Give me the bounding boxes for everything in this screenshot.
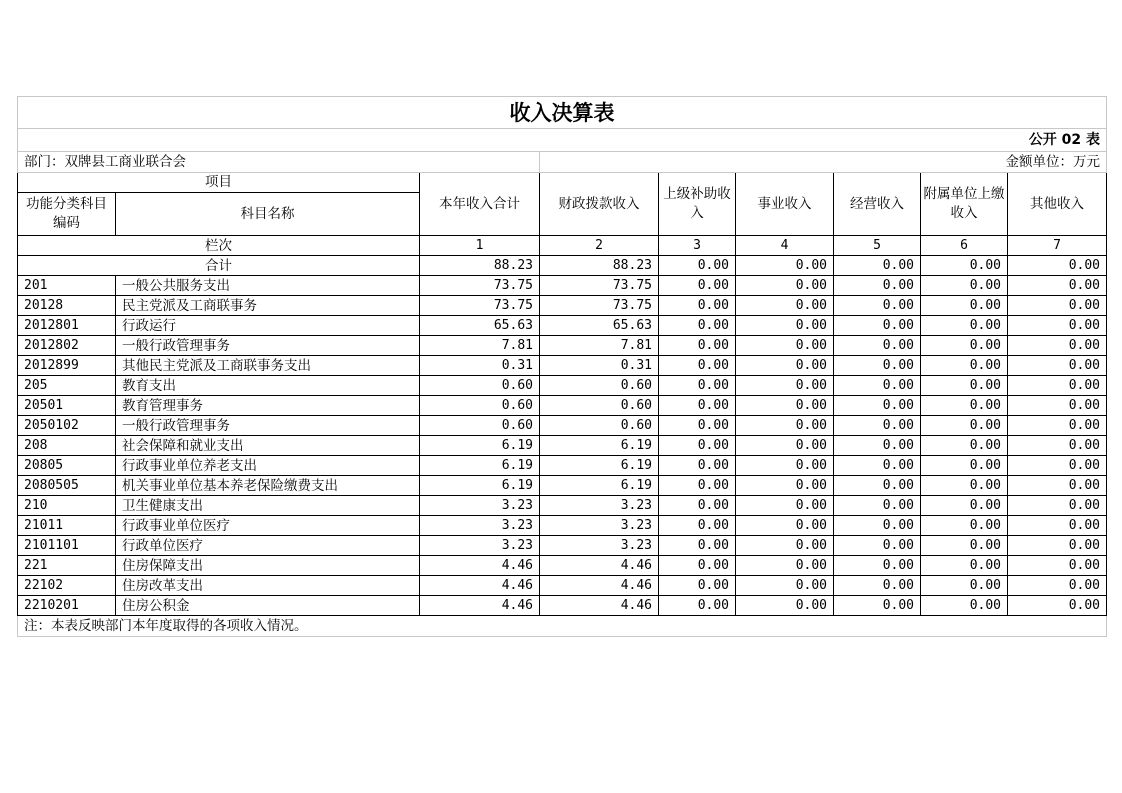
table-row (18, 456, 1107, 476)
amount-cell: 0.00 (736, 416, 834, 436)
column-number-row (18, 236, 1107, 256)
amount-cell: 0.00 (1008, 356, 1107, 376)
amount-cell: 4.46 (540, 576, 659, 596)
func-code-cell: 22102 (18, 576, 116, 596)
amount-cell: 4.46 (540, 596, 659, 616)
amount-cell: 0.00 (736, 536, 834, 556)
amount-cell: 0.00 (736, 456, 834, 476)
amount-cell: 0.00 (834, 396, 921, 416)
table-row (18, 336, 1107, 356)
amount-cell: 0.00 (921, 376, 1008, 396)
amount-cell: 0.00 (834, 556, 921, 576)
amount-cell: 0.00 (834, 336, 921, 356)
amount-cell: 0.00 (659, 496, 736, 516)
income-statement-sheet (17, 96, 1106, 637)
amount-cell: 0.00 (736, 436, 834, 456)
subject-name-cell: 住房改革支出 (116, 576, 420, 596)
amount-cell: 0.00 (659, 376, 736, 396)
amount-cell: 0.00 (659, 436, 736, 456)
func-code-cell: 21011 (18, 516, 116, 536)
amount-cell: 0.00 (659, 276, 736, 296)
table-row (18, 576, 1107, 596)
amount-cell: 0.00 (921, 396, 1008, 416)
subject-name-cell: 一般行政管理事务 (116, 336, 420, 356)
amount-cell: 0.00 (834, 476, 921, 496)
amount-cell: 0.00 (921, 456, 1008, 476)
amount-cell: 0.00 (736, 396, 834, 416)
subject-name-cell: 住房保障支出 (116, 556, 420, 576)
amount-cell: 0.00 (834, 596, 921, 616)
header-fiscal: 财政拨款收入 (540, 173, 659, 236)
amount-cell: 0.00 (834, 576, 921, 596)
amount-cell: 65.63 (420, 316, 540, 336)
column-number: 2 (540, 236, 659, 256)
amount-cell: 0.00 (921, 516, 1008, 536)
amount-cell: 0.00 (1008, 476, 1107, 496)
amount-cell: 4.46 (540, 556, 659, 576)
amount-cell: 3.23 (420, 496, 540, 516)
amount-cell: 0.00 (921, 496, 1008, 516)
amount-cell: 3.23 (420, 536, 540, 556)
table-row (18, 376, 1107, 396)
table-row (18, 296, 1107, 316)
subject-name-cell: 民主党派及工商联事务 (116, 296, 420, 316)
amount-cell: 0.00 (1008, 516, 1107, 536)
amount-cell: 3.23 (540, 536, 659, 556)
amount-cell: 0.00 (1008, 336, 1107, 356)
amount-cell: 0.00 (921, 436, 1008, 456)
table-row (18, 536, 1107, 556)
amount-cell: 0.00 (834, 376, 921, 396)
func-code-cell: 2012899 (18, 356, 116, 376)
column-number: 4 (736, 236, 834, 256)
amount-cell: 0.00 (659, 596, 736, 616)
amount-cell: 0.00 (659, 536, 736, 556)
amount-cell: 0.00 (921, 416, 1008, 436)
amount-cell: 6.19 (420, 436, 540, 456)
amount-cell: 0.00 (736, 596, 834, 616)
amount-cell: 6.19 (420, 476, 540, 496)
header-superior: 上级补助收入 (659, 173, 736, 236)
total-value: 0.00 (659, 256, 736, 276)
header-total-income: 本年收入合计 (420, 173, 540, 236)
form-code-row (18, 129, 1107, 152)
amount-cell: 7.81 (420, 336, 540, 356)
amount-cell: 0.00 (921, 476, 1008, 496)
amount-cell: 0.00 (834, 316, 921, 336)
table-body (18, 97, 1107, 637)
amount-cell: 7.81 (540, 336, 659, 356)
total-value: 88.23 (540, 256, 659, 276)
header-func-code: 功能分类科目编码 (18, 193, 116, 236)
table-row (18, 416, 1107, 436)
subject-name-cell: 住房公积金 (116, 596, 420, 616)
subject-name-cell: 卫生健康支出 (116, 496, 420, 516)
amount-cell: 0.00 (736, 496, 834, 516)
amount-cell: 0.00 (834, 296, 921, 316)
amount-cell: 0.00 (1008, 396, 1107, 416)
table-row (18, 496, 1107, 516)
amount-cell: 0.00 (659, 316, 736, 336)
amount-cell: 0.60 (540, 376, 659, 396)
amount-cell: 0.60 (540, 396, 659, 416)
total-value: 0.00 (1008, 256, 1107, 276)
amount-cell: 0.00 (834, 536, 921, 556)
func-code-cell: 20501 (18, 396, 116, 416)
header-subject-name: 科目名称 (116, 193, 420, 236)
amount-cell: 0.00 (921, 536, 1008, 556)
amount-cell: 0.00 (921, 356, 1008, 376)
amount-cell: 0.31 (540, 356, 659, 376)
column-number: 5 (834, 236, 921, 256)
subject-name-cell: 教育管理事务 (116, 396, 420, 416)
amount-cell: 65.63 (540, 316, 659, 336)
amount-cell: 0.00 (736, 296, 834, 316)
amount-cell: 0.00 (921, 276, 1008, 296)
subject-name-cell: 一般行政管理事务 (116, 416, 420, 436)
total-row (18, 256, 1107, 276)
amount-cell: 0.00 (834, 356, 921, 376)
amount-cell: 0.00 (921, 556, 1008, 576)
form-code: 公开 02 表 (18, 129, 1107, 152)
func-code-cell: 210 (18, 496, 116, 516)
amount-cell: 6.19 (540, 476, 659, 496)
amount-cell: 0.31 (420, 356, 540, 376)
amount-cell: 0.00 (1008, 536, 1107, 556)
subject-name-cell: 一般公共服务支出 (116, 276, 420, 296)
func-code-cell: 2012801 (18, 316, 116, 336)
amount-cell: 0.00 (659, 416, 736, 436)
amount-cell: 6.19 (540, 436, 659, 456)
amount-cell: 4.46 (420, 576, 540, 596)
header-affiliated: 附属单位上缴收入 (921, 173, 1008, 236)
department-label: 部门：双牌县工商业联合会 (18, 152, 540, 173)
column-number: 6 (921, 236, 1008, 256)
func-code-cell: 2101101 (18, 536, 116, 556)
amount-cell: 0.00 (659, 556, 736, 576)
amount-cell: 0.00 (736, 276, 834, 296)
header-project: 项目 (18, 173, 420, 193)
table-row (18, 596, 1107, 616)
amount-cell: 3.23 (540, 496, 659, 516)
subject-name-cell: 机关事业单位基本养老保险缴费支出 (116, 476, 420, 496)
func-code-cell: 20805 (18, 456, 116, 476)
amount-cell: 73.75 (420, 276, 540, 296)
total-label: 合计 (18, 256, 420, 276)
amount-cell: 0.00 (834, 456, 921, 476)
func-code-cell: 205 (18, 376, 116, 396)
table-row (18, 476, 1107, 496)
column-number: 3 (659, 236, 736, 256)
amount-cell: 0.00 (834, 516, 921, 536)
subject-name-cell: 行政事业单位医疗 (116, 516, 420, 536)
amount-cell: 0.00 (659, 516, 736, 536)
func-code-cell: 2080505 (18, 476, 116, 496)
amount-cell: 73.75 (540, 296, 659, 316)
header-business: 事业收入 (736, 173, 834, 236)
unit-label: 金额单位：万元 (540, 152, 1107, 173)
amount-cell: 0.00 (659, 296, 736, 316)
amount-cell: 0.00 (659, 576, 736, 596)
amount-cell: 0.00 (1008, 296, 1107, 316)
table-row (18, 436, 1107, 456)
table-row (18, 556, 1107, 576)
table-row (18, 516, 1107, 536)
header-other: 其他收入 (1008, 173, 1107, 236)
column-number: 1 (420, 236, 540, 256)
subject-name-cell: 社会保障和就业支出 (116, 436, 420, 456)
amount-cell: 0.00 (659, 396, 736, 416)
amount-cell: 0.00 (921, 296, 1008, 316)
amount-cell: 0.00 (921, 596, 1008, 616)
page-title: 收入决算表 (18, 97, 1107, 129)
note-row (18, 616, 1107, 637)
func-code-cell: 221 (18, 556, 116, 576)
column-number: 7 (1008, 236, 1107, 256)
department-row (18, 152, 1107, 173)
amount-cell: 73.75 (420, 296, 540, 316)
table-row (18, 396, 1107, 416)
amount-cell: 0.00 (1008, 496, 1107, 516)
func-code-cell: 20128 (18, 296, 116, 316)
amount-cell: 0.00 (834, 416, 921, 436)
amount-cell: 0.00 (736, 576, 834, 596)
header-row-1 (18, 173, 1107, 193)
subject-name-cell: 其他民主党派及工商联事务支出 (116, 356, 420, 376)
amount-cell: 0.00 (736, 336, 834, 356)
amount-cell: 0.60 (420, 396, 540, 416)
amount-cell: 0.00 (1008, 416, 1107, 436)
amount-cell: 0.00 (736, 376, 834, 396)
subject-name-cell: 教育支出 (116, 376, 420, 396)
table-row (18, 276, 1107, 296)
amount-cell: 0.00 (1008, 376, 1107, 396)
amount-cell: 0.60 (420, 416, 540, 436)
subject-name-cell: 行政事业单位养老支出 (116, 456, 420, 476)
amount-cell: 0.00 (736, 476, 834, 496)
amount-cell: 0.00 (834, 276, 921, 296)
amount-cell: 0.00 (1008, 316, 1107, 336)
amount-cell: 0.00 (736, 516, 834, 536)
amount-cell: 4.46 (420, 556, 540, 576)
amount-cell: 0.00 (1008, 276, 1107, 296)
total-value: 0.00 (921, 256, 1008, 276)
amount-cell: 4.46 (420, 596, 540, 616)
subject-name-cell: 行政运行 (116, 316, 420, 336)
amount-cell: 0.00 (736, 556, 834, 576)
amount-cell: 6.19 (420, 456, 540, 476)
amount-cell: 0.00 (736, 356, 834, 376)
amount-cell: 0.00 (659, 336, 736, 356)
header-operating: 经营收入 (834, 173, 921, 236)
amount-cell: 0.00 (834, 436, 921, 456)
table-row (18, 356, 1107, 376)
amount-cell: 0.00 (1008, 576, 1107, 596)
func-code-cell: 2210201 (18, 596, 116, 616)
total-value: 0.00 (736, 256, 834, 276)
amount-cell: 3.23 (540, 516, 659, 536)
income-statement-table (17, 96, 1107, 637)
func-code-cell: 201 (18, 276, 116, 296)
column-number-label: 栏次 (18, 236, 420, 256)
subject-name-cell: 行政单位医疗 (116, 536, 420, 556)
total-value: 0.00 (834, 256, 921, 276)
amount-cell: 0.60 (540, 416, 659, 436)
table-row (18, 316, 1107, 336)
amount-cell: 0.00 (921, 316, 1008, 336)
amount-cell: 73.75 (540, 276, 659, 296)
amount-cell: 0.00 (921, 576, 1008, 596)
amount-cell: 0.00 (659, 456, 736, 476)
func-code-cell: 208 (18, 436, 116, 456)
amount-cell: 0.00 (736, 316, 834, 336)
amount-cell: 3.23 (420, 516, 540, 536)
func-code-cell: 2012802 (18, 336, 116, 356)
title-row (18, 97, 1107, 129)
func-code-cell: 2050102 (18, 416, 116, 436)
table-note: 注：本表反映部门本年度取得的各项收入情况。 (18, 616, 1107, 637)
amount-cell: 0.00 (1008, 596, 1107, 616)
amount-cell: 0.00 (921, 336, 1008, 356)
total-value: 88.23 (420, 256, 540, 276)
amount-cell: 0.00 (1008, 436, 1107, 456)
amount-cell: 6.19 (540, 456, 659, 476)
amount-cell: 0.60 (420, 376, 540, 396)
amount-cell: 0.00 (659, 356, 736, 376)
amount-cell: 0.00 (1008, 556, 1107, 576)
amount-cell: 0.00 (834, 496, 921, 516)
amount-cell: 0.00 (1008, 456, 1107, 476)
amount-cell: 0.00 (659, 476, 736, 496)
